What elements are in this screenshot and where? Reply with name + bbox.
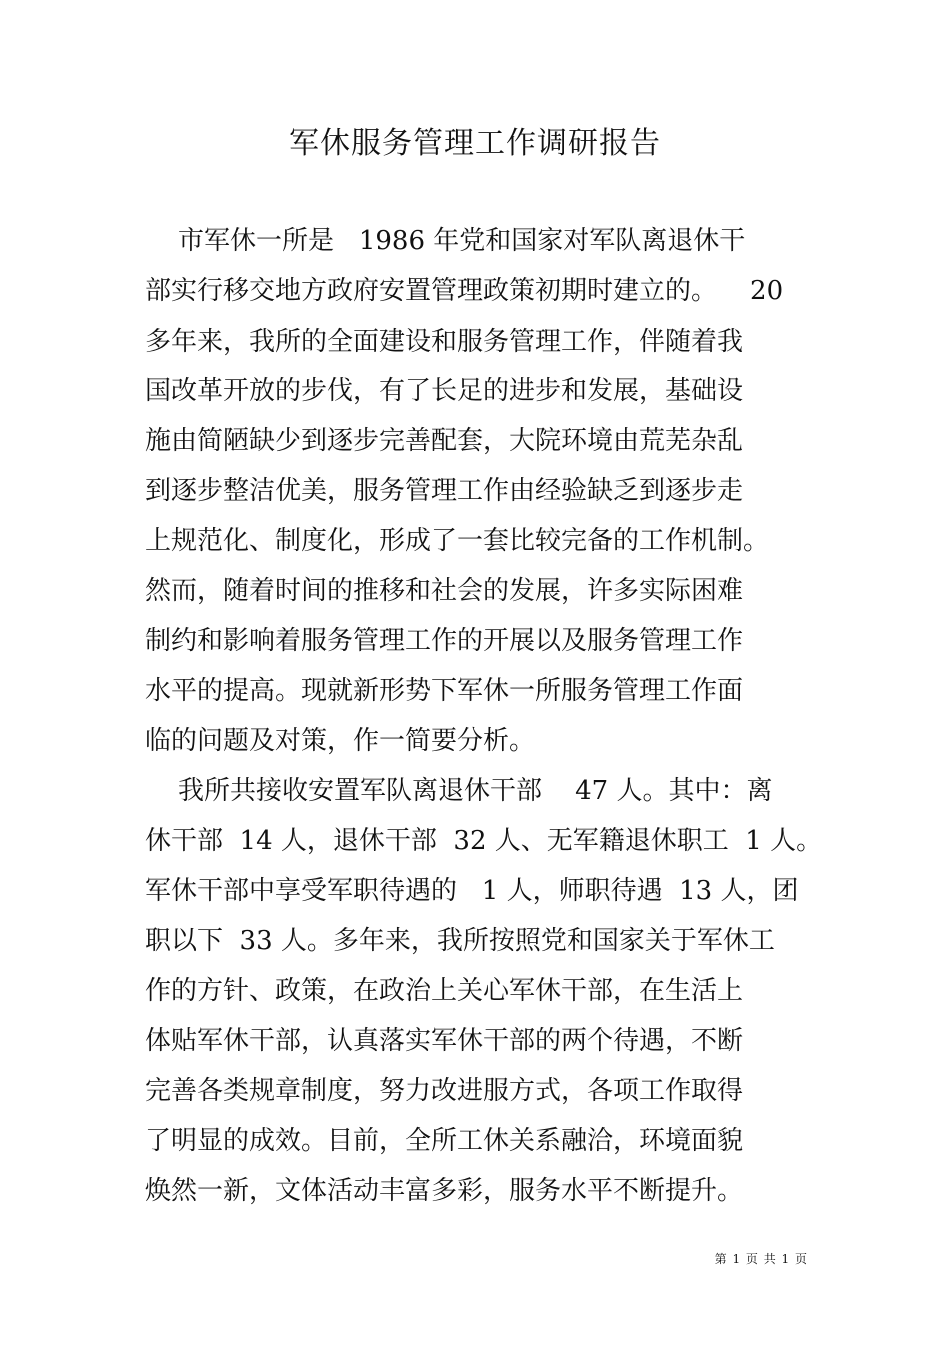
paragraph-line: 制约和影响着服务管理工作的开展以及服务管理工作 — [145, 626, 744, 656]
paragraph-line: 焕然一新，文体活动丰富多彩，服务水平不断提升。 — [145, 1176, 744, 1206]
paragraph-line: 了明显的成效。目前，全所工休关系融洽，环境面貌 — [145, 1126, 744, 1156]
paragraph-line: 施由简陋缺少到逐步完善配套，大院环境由荒芜杂乱 — [145, 426, 744, 456]
paragraph-line: 上规范化、制度化，形成了一套比较完备的工作机制。 — [145, 526, 770, 556]
paragraph-line: 休干部 14 人，退休干部 32 人、无军籍退休职工 1 人。 — [145, 826, 823, 856]
paragraph-line: 水平的提高。现就新形势下军休一所服务管理工作面 — [145, 676, 744, 706]
paragraph-line: 然而，随着时间的推移和社会的发展，许多实际困难 — [145, 576, 744, 606]
paragraph-line: 临的问题及对策，作一简要分析。 — [145, 726, 536, 756]
page-number-footer: 第 1 页 共 1 页 — [714, 1252, 808, 1266]
paragraph-line: 体贴军休干部，认真落实军休干部的两个待遇，不断 — [145, 1026, 744, 1056]
paragraph-line: 市军休一所是 1986 年党和国家对军队离退休干 — [145, 226, 746, 256]
paragraph-line: 到逐步整洁优美，服务管理工作由经验缺乏到逐步走 — [145, 476, 744, 506]
paragraph-line: 作的方针、政策，在政治上关心军休干部，在生活上 — [145, 976, 744, 1006]
paragraph-line: 军休干部中享受军职待遇的 1 人，师职待遇 13 人，团 — [145, 876, 799, 906]
paragraph-line: 我所共接收安置军队离退休干部 47 人。其中：离 — [145, 776, 773, 806]
paragraph-line: 部实行移交地方政府安置管理政策初期时建立的。 20 — [145, 276, 784, 306]
paragraph-line: 完善各类规章制度，努力改进服方式，各项工作取得 — [145, 1076, 744, 1106]
paragraph-line: 职以下 33 人。多年来，我所按照党和国家关于军休工 — [145, 926, 775, 956]
document-title: 军休服务管理工作调研报告 — [289, 126, 661, 161]
paragraph-line: 多年来，我所的全面建设和服务管理工作，伴随着我 — [145, 327, 744, 357]
paragraph-line: 国改革开放的步伐，有了长足的进步和发展，基础设 — [145, 376, 744, 406]
